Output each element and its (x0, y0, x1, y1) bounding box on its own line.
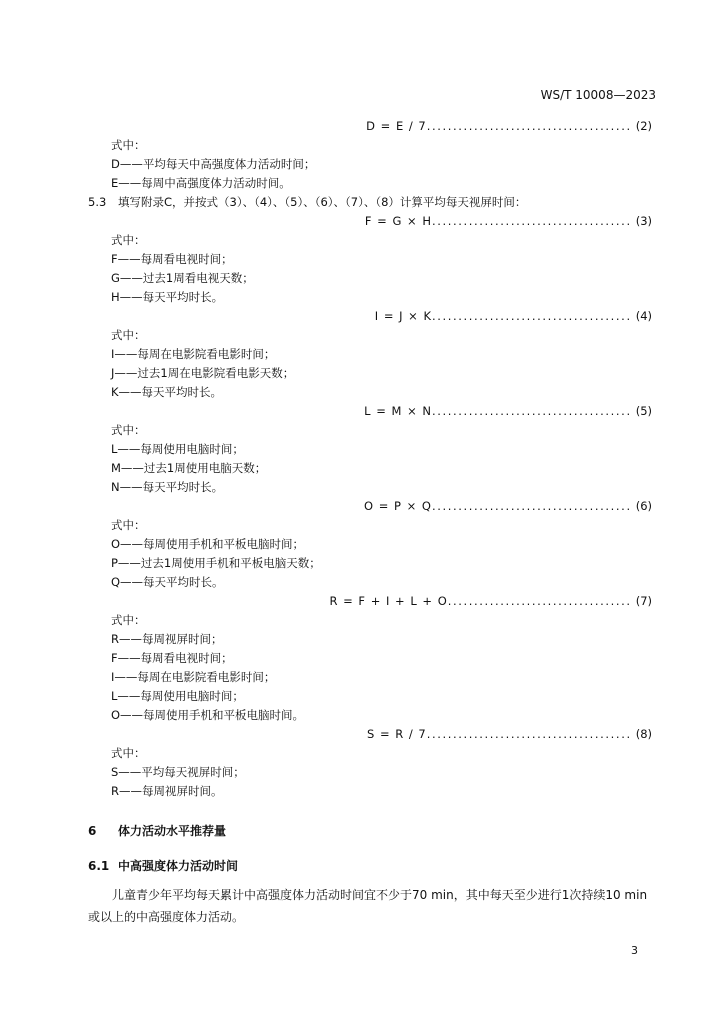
formula-expression: S = R / 7 (366, 727, 427, 741)
definition-line: K——每天平均时长。 (111, 385, 223, 399)
section-6-heading (88, 822, 226, 839)
formula-number: (4) (635, 309, 652, 323)
definition-line: F——每周看电视时间； (111, 651, 233, 665)
section-title: 体力活动水平推荐量 (118, 824, 227, 838)
definition-line: J——过去1周在电影院看电影天数； (111, 366, 295, 380)
formula-2 (366, 118, 652, 134)
section-number: 6 (88, 824, 97, 838)
where-label: 式中： (111, 746, 146, 760)
definition-line: R——每周视屏时间； (111, 632, 223, 646)
formula-6 (364, 498, 652, 514)
formula-expression: I = J × K (374, 309, 432, 323)
definition-line: L——每周使用电脑时间； (111, 689, 244, 703)
formula-expression: L = M × N (364, 404, 432, 418)
definition-line: G——过去1周看电视天数； (111, 271, 254, 285)
definition-line: R——每周视屏时间。 (111, 784, 223, 798)
definition-line: Q——每天平均时长。 (111, 575, 224, 589)
section-title: 中高强度体力活动时间 (118, 859, 239, 873)
paragraph-line: 或以上的中高强度体力活动。 (88, 910, 245, 924)
formula-4 (375, 308, 652, 324)
definition-line: S——平均每天视屏时间； (111, 765, 245, 779)
definition-line: D——平均每天中高强度体力活动时间； (111, 157, 316, 171)
formula-expression: F = G × H (364, 214, 432, 228)
definition-line: H——每天平均时长。 (111, 290, 224, 304)
leader-dots: ....................................... (426, 727, 632, 741)
leader-dots: ................................... (447, 594, 632, 608)
formula-number: (7) (635, 594, 652, 608)
definition-line: N——每天平均时长。 (111, 480, 224, 494)
leader-dots: ....................................... (426, 119, 632, 133)
formula-expression: D = E / 7 (366, 119, 427, 133)
formula-expression: R = F + I + L + O (329, 594, 448, 608)
where-label: 式中： (111, 613, 146, 627)
paragraph-line: 儿童青少年平均每天累计中高强度体力活动时间宜不少于70 min，其中每天至少进行1次持续10 min (112, 888, 648, 902)
definition-line: O——每周使用手机和平板电脑时间； (111, 537, 305, 551)
formula-number: (2) (635, 119, 652, 133)
definition-line: M——过去1周使用电脑天数； (111, 461, 267, 475)
leader-dots: ...................................... (431, 214, 632, 228)
formula-8 (367, 726, 652, 742)
where-label: 式中： (111, 233, 146, 247)
definition-line: E——每周中高强度体力活动时间。 (111, 176, 291, 190)
section-6-1-heading (88, 857, 238, 874)
formula-7 (330, 593, 653, 609)
formula-number: (8) (635, 727, 652, 741)
formula-number: (5) (635, 404, 652, 418)
leader-dots: ...................................... (431, 499, 632, 513)
definition-line: P——过去1周使用手机和平板电脑天数； (111, 556, 321, 570)
formula-number: (3) (635, 214, 652, 228)
formula-expression: O = P × Q (364, 499, 432, 513)
paragraph-6-1 (88, 884, 658, 928)
page-number: 3 (631, 944, 638, 957)
leader-dots: ...................................... (431, 404, 632, 418)
formula-5 (364, 403, 652, 419)
where-label: 式中： (111, 138, 146, 152)
where-label: 式中： (111, 518, 146, 532)
formula-3 (365, 213, 652, 229)
clause-number: 5.3 (88, 195, 107, 209)
formula-number: (6) (635, 499, 652, 513)
definition-line: L——每周使用电脑时间； (111, 442, 244, 456)
section-number: 6.1 (88, 859, 110, 873)
where-label: 式中： (111, 328, 146, 342)
clause-5-3 (88, 194, 526, 210)
standard-code: WS/T 10008—2023 (540, 88, 656, 102)
clause-text: 填写附录C，并按式（3）、（4）、（5）、（6）、（7）、（8）计算平均每天视屏时间： (118, 195, 527, 209)
definition-line: I——每周在电影院看电影时间； (111, 347, 276, 361)
leader-dots: ...................................... (431, 309, 632, 323)
definition-line: O——每周使用手机和平板电脑时间。 (111, 708, 305, 722)
definition-line: F——每周看电视时间； (111, 252, 233, 266)
definition-line: I——每周在电影院看电影时间； (111, 670, 276, 684)
where-label: 式中： (111, 423, 146, 437)
